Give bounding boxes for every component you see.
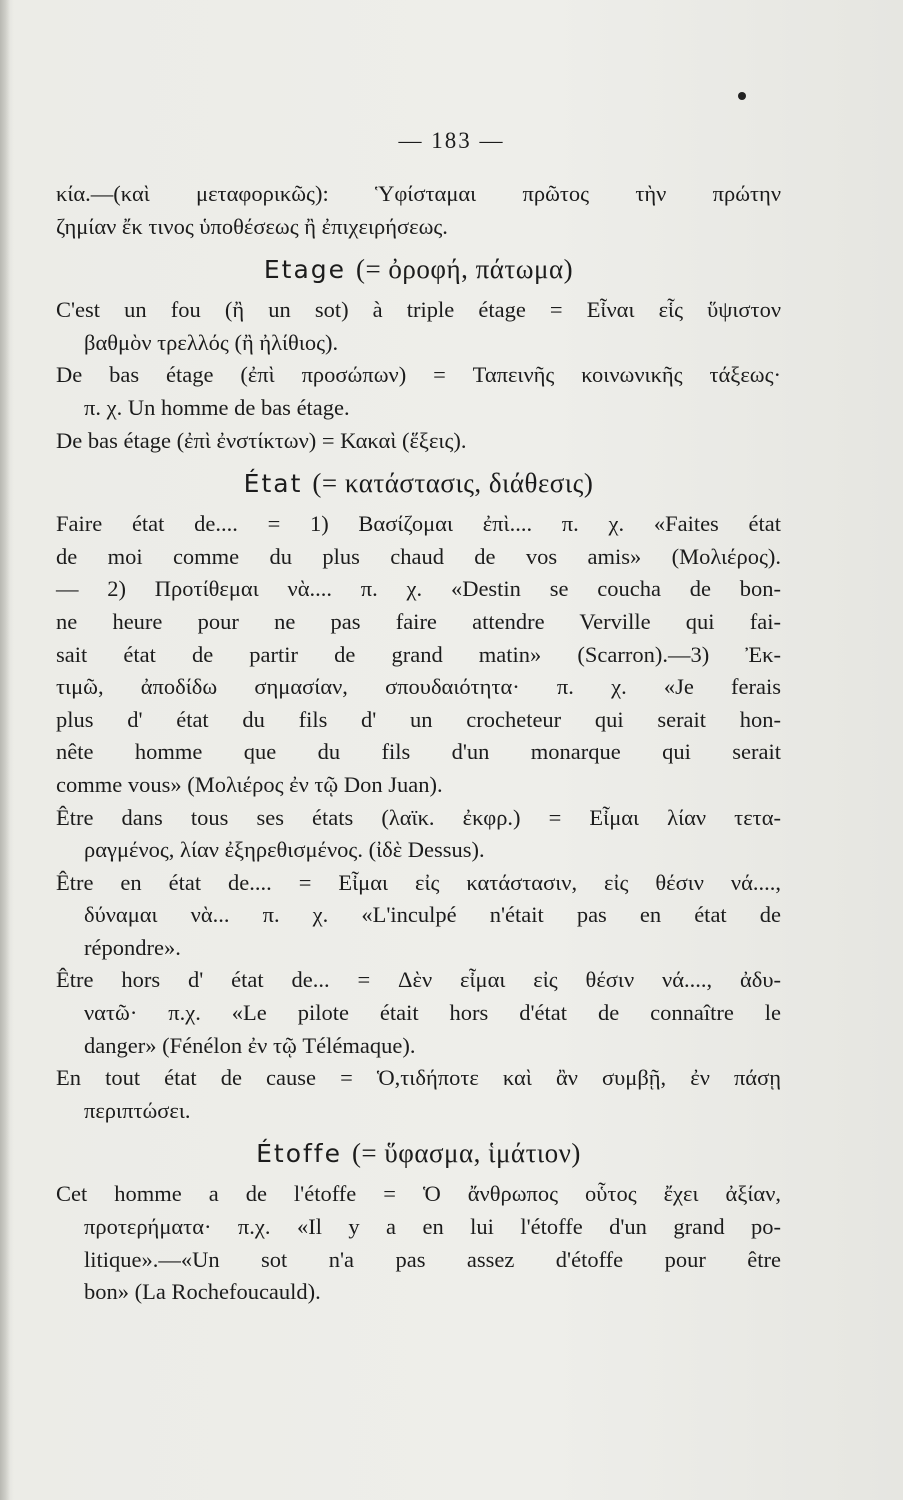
text-line: προτερήματα· π.χ. «Il y a en lui l'étoffe d'un grand po- — [84, 1214, 781, 1240]
heading-word: Étoffe — [256, 1139, 342, 1169]
text-line: νατῶ· π.χ. «Le pilote était hors d'état de connaître le — [84, 1000, 781, 1026]
text-line: τιμῶ, ἀποδίδω σημασίαν, σπουδαιότητα· π. χ. «Je ferais — [56, 674, 781, 700]
text-line: κία.—(καὶ μεταφορικῶς): Ὑφίσταμαι πρῶτος τὴν πρώτην — [56, 181, 781, 206]
text-line: de moi comme du plus chaud de vos amis» (Μολιέρος). — [56, 543, 781, 569]
text-line: Cet homme a de l'étoffe = Ὁ ἄνθρωπος οὗτος ἔχει ἀξίαν, — [56, 1181, 781, 1207]
text-line: ραγμένος, λίαν ἐξηρεθισμένος. (ἰδὲ Dessus). — [84, 837, 485, 863]
text-line: π. χ. Un homme de bas étage. — [84, 394, 350, 420]
heading-translation: (= ὀροφή, πάτωμα) — [355, 254, 574, 285]
text-line: plus d' état du fils d' un crocheteur qui serait hon- — [56, 706, 781, 732]
text-line: nête homme que du fils d'un monarque qui serait — [56, 739, 781, 765]
entry-heading-etage — [56, 249, 781, 290]
text-line: comme vous» (Μολιέρος ἐν τῷ Don Juan). — [56, 771, 443, 797]
text-line: répondre». — [84, 934, 181, 960]
text-line: ne heure pour ne pas faire attendre Verville qui fai- — [56, 608, 781, 634]
text-line: βαθμὸν τρελλός (ἢ ἠλίθιος). — [84, 329, 339, 355]
page-number: — 183 — — [398, 128, 505, 153]
body-text — [56, 178, 781, 1309]
text-line: Être en état de.... = Εἶμαι εἰς κατάστασιν, εἰς θέσιν νά...., — [56, 869, 781, 895]
heading-word: Etage — [263, 255, 347, 285]
text-line: De bas étage (ἐπὶ προσώπων) = Ταπεινῆς κοινωνικῆς τάξεως· — [56, 362, 781, 388]
page-edge-shadow — [0, 0, 10, 1500]
text-line: danger» (Fénélon ἐν τῷ Télémaque). — [84, 1032, 416, 1058]
text-line: De bas étage (ἐπὶ ἐνστίκτων) = Κακαὶ (ἕξεις). — [56, 427, 467, 453]
text-line: C'est un fou (ἢ un sot) à triple étage = Εἶναι εἷς ὕψιστον — [56, 297, 781, 323]
text-line: Faire état de.... = 1) Βασίζομαι ἐπὶ.... π. χ. «Faites état — [56, 511, 781, 537]
text-line: En tout état de cause = Ὁ,τιδήποτε καὶ ἂν συμβῇ, ἐν πάσῃ — [56, 1065, 781, 1091]
entry-heading-etat — [56, 463, 781, 504]
text-line: Être hors d' état de... = Δὲν εἶμαι εἰς θέσιν νά...., ἀδυ- — [56, 967, 781, 993]
text-line: bon» (La Rochefoucauld). — [84, 1279, 321, 1305]
text-line: litique».—«Un sot n'a pas assez d'étoffe pour être — [84, 1246, 781, 1272]
text-line: ζημίαν ἔκ τινος ὑποθέσεως ἢ ἐπιχειρήσεως. — [56, 213, 448, 239]
entry-heading-etoffe — [56, 1133, 781, 1174]
text-line: δύναμαι νὰ... π. χ. «L'inculpé n'était pas en état de — [84, 902, 781, 928]
heading-translation: (= ὕφασμα, ἱμάτιον) — [351, 1138, 581, 1169]
text-line: περιπτώσει. — [84, 1097, 191, 1123]
text-line: — 2) Προτίθεμαι νὰ.... π. χ. «Destin se coucha de bon- — [56, 576, 781, 602]
heading-translation: (= κατάστασις, διάθεσις) — [312, 468, 594, 499]
ink-spot — [738, 92, 746, 100]
text-line: sait état de partir de grand matin» (Scarron).—3) Ἐκ- — [56, 641, 781, 667]
heading-word: État — [243, 469, 303, 499]
text-line: Être dans tous ses états (λαϊκ. ἐκφρ.) = Εἶμαι λίαν τετα- — [56, 804, 781, 830]
